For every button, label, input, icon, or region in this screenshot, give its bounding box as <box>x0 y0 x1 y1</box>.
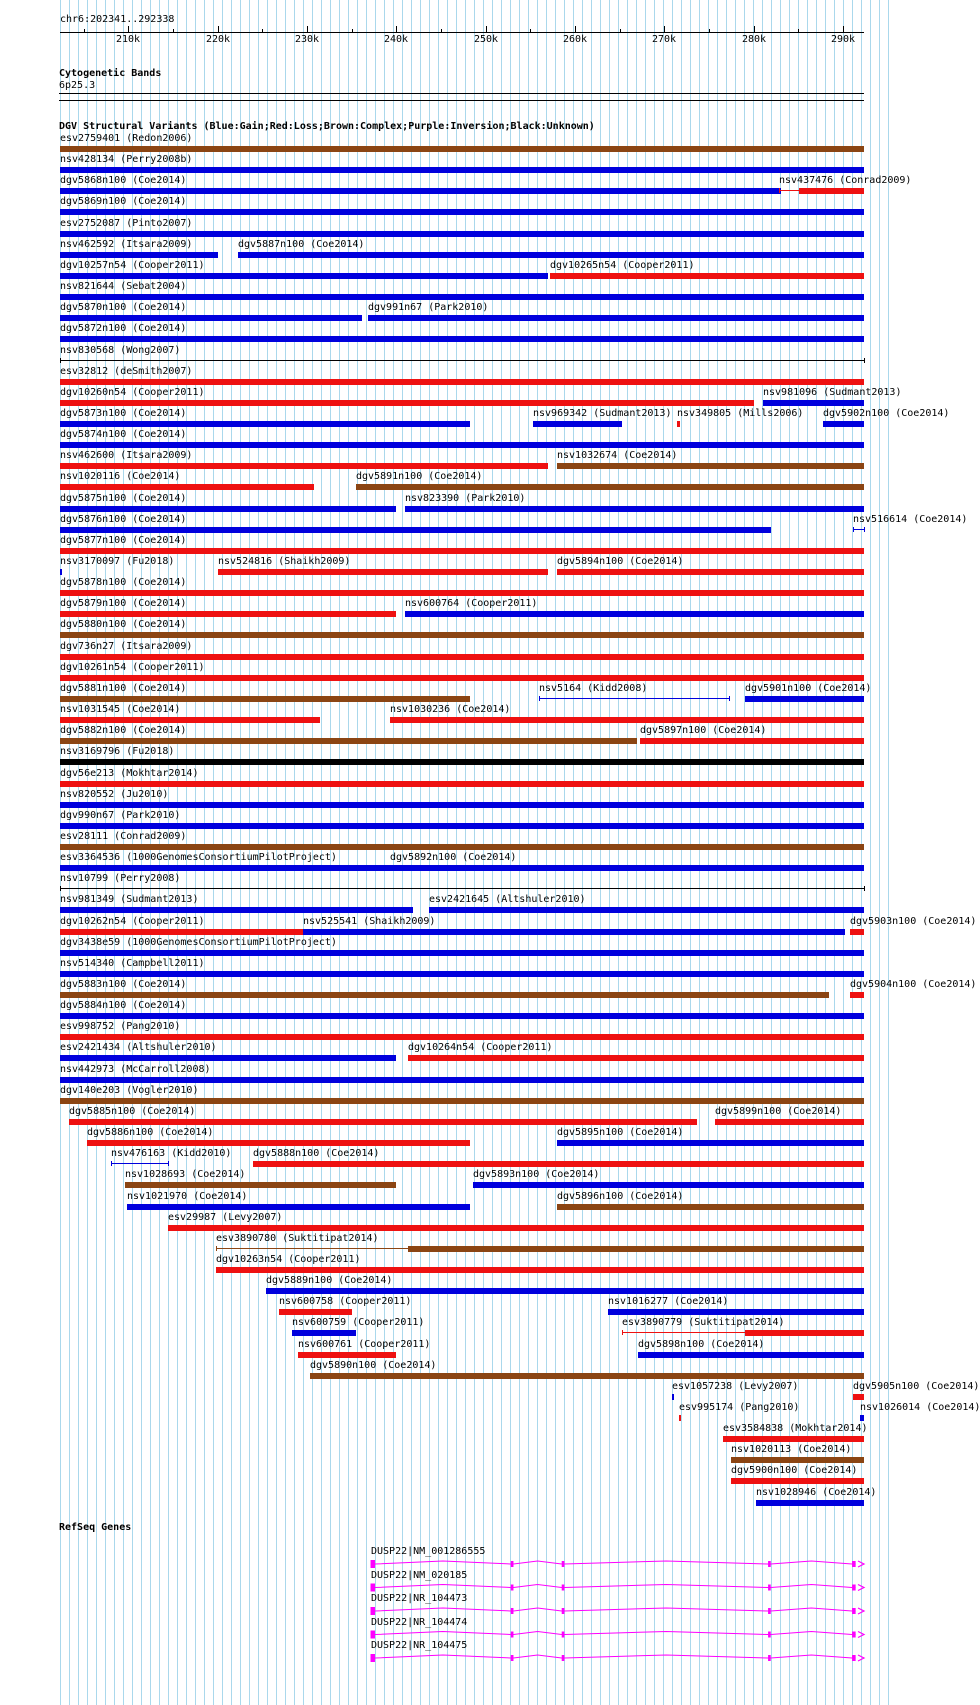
variant-label: dgv5869n100 (Coe2014) <box>60 196 187 207</box>
variant-label: dgv5889n100 (Coe2014) <box>266 1275 393 1286</box>
gene-label: DUSP22|NM_020185 <box>371 1569 468 1581</box>
gene-intron-line <box>371 1585 856 1588</box>
gene-label: DUSP22|NR_104474 <box>371 1616 468 1628</box>
variant-label: esv32812 (deSmith2007) <box>60 366 193 377</box>
variant-label: nsv823390 (Park2010) <box>405 493 526 504</box>
ruler-tick-label: 240k <box>384 34 409 45</box>
variant-label: dgv10262n54 (Cooper2011) <box>60 916 205 927</box>
gene-intron-line <box>371 1655 856 1658</box>
variant-label: esv3584838 (Mokhtar2014) <box>723 1423 868 1434</box>
variant-label: nsv1020113 (Coe2014) <box>731 1444 852 1455</box>
variant-label: dgv991n67 (Park2010) <box>368 302 489 313</box>
variant-label: dgv5886n100 (Coe2014) <box>87 1127 214 1138</box>
gene-exon <box>511 1655 514 1661</box>
variant-label: nsv1030236 (Coe2014) <box>390 704 511 715</box>
variant-label: nsv600758 (Cooper2011) <box>279 1296 412 1307</box>
variant-label: nsv3170097 (Fu2018) <box>60 556 175 567</box>
ruler-tick-label: 250k <box>474 34 499 45</box>
variant-label: dgv990n67 (Park2010) <box>60 810 181 821</box>
ruler-tick-label: 230k <box>295 34 320 45</box>
variant-label: dgv5872n100 (Coe2014) <box>60 323 187 334</box>
variant-label: esv2421645 (Altshuler2010) <box>429 894 586 905</box>
variant-label: nsv1021970 (Coe2014) <box>127 1191 248 1202</box>
gene-exon <box>562 1608 565 1614</box>
gene-exon <box>511 1608 514 1614</box>
variant-label: dgv5900n100 (Coe2014) <box>731 1465 858 1476</box>
variant-label: dgv5899n100 (Coe2014) <box>715 1106 842 1117</box>
variant-label: dgv5883n100 (Coe2014) <box>60 979 187 990</box>
variant-label: dgv5884n100 (Coe2014) <box>60 1000 187 1011</box>
dgv-track-title: DGV Structural Variants (Blue:Gain;Red:Loss;Brown:Complex;Purple:Inversion;Black:Unknown) <box>59 121 595 132</box>
variant-label: dgv5898n100 (Coe2014) <box>638 1339 765 1350</box>
gene-exon <box>768 1585 771 1591</box>
variant-label: esv1057238 (Levy2007) <box>672 1381 799 1392</box>
gene-exon <box>768 1632 771 1638</box>
ruler-tick-label: 280k <box>742 34 767 45</box>
cytoband-label: 6p25.3 <box>59 80 96 91</box>
variant-label: nsv514340 (Campbell2011) <box>60 958 205 969</box>
variant-label: dgv140e203 (Vogler2010) <box>60 1085 199 1096</box>
variant-label: dgv5888n100 (Coe2014) <box>253 1148 380 1159</box>
variant-label: dgv5881n100 (Coe2014) <box>60 683 187 694</box>
variant-label: dgv736n27 (Itsara2009) <box>60 641 193 652</box>
variant-label: esv3890780 (Suktitipat2014) <box>216 1233 379 1244</box>
gene-exon <box>852 1632 856 1638</box>
gene-exon <box>511 1632 514 1638</box>
variant-label: nsv428134 (Perry2008b) <box>60 154 193 165</box>
gene-exon <box>371 1584 375 1592</box>
gene-strand-arrow <box>858 1585 864 1591</box>
refseq-track-title: RefSeq Genes <box>59 1522 132 1533</box>
variant-label: nsv969342 (Sudmant2013) <box>533 408 672 419</box>
variant-label: esv3364536 (1000GenomesConsortiumPilotProject) <box>60 852 337 863</box>
gene-exon <box>371 1654 375 1662</box>
variant-label: nsv5164 (Kidd2008) <box>539 683 648 694</box>
gene-intron-line <box>371 1561 856 1564</box>
gene-exon <box>562 1561 565 1567</box>
variant-label: dgv5873n100 (Coe2014) <box>60 408 187 419</box>
variant-label: dgv5870n100 (Coe2014) <box>60 302 187 313</box>
ruler-tick-label: 260k <box>563 34 588 45</box>
variant-label: nsv349805 (Mills2006) <box>677 408 804 419</box>
variant-label: nsv1016277 (Coe2014) <box>608 1296 729 1307</box>
gene-strand-arrow <box>858 1561 864 1567</box>
variant-label: dgv5887n100 (Coe2014) <box>238 239 365 250</box>
variant-label: dgv5901n100 (Coe2014) <box>745 683 872 694</box>
variant-label: nsv516614 (Coe2014) <box>853 514 968 525</box>
variant-label: esv29987 (Levy2007) <box>168 1212 283 1223</box>
variant-label: dgv5894n100 (Coe2014) <box>557 556 684 567</box>
gene-exon <box>562 1585 565 1591</box>
gene-intron-line <box>371 1608 856 1611</box>
gene-exon <box>768 1655 771 1661</box>
variant-label: dgv10260n54 (Cooper2011) <box>60 387 205 398</box>
variant-label: esv998752 (Pang2010) <box>60 1021 181 1032</box>
gene-exon <box>768 1561 771 1567</box>
variant-label: esv3890779 (Suktitipat2014) <box>622 1317 785 1328</box>
variant-label: dgv5902n100 (Coe2014) <box>823 408 950 419</box>
ruler-tick-label: 210k <box>116 34 141 45</box>
ruler-tick-label: 290k <box>831 34 856 45</box>
gene-exon <box>371 1631 375 1639</box>
variant-label: nsv442973 (McCarroll2008) <box>60 1064 211 1075</box>
variant-label: dgv10261n54 (Cooper2011) <box>60 662 205 673</box>
gene-exon <box>511 1561 514 1567</box>
variant-label: dgv5876n100 (Coe2014) <box>60 514 187 525</box>
gene-exon <box>852 1585 856 1591</box>
variant-label: dgv5903n100 (Coe2014) <box>850 916 977 927</box>
variant-label: nsv1026014 (Coe2014) <box>860 1402 980 1413</box>
variant-label: nsv462592 (Itsara2009) <box>60 239 193 250</box>
variant-label: dgv5868n100 (Coe2014) <box>60 175 187 186</box>
variant-label: dgv10265n54 (Cooper2011) <box>550 260 695 271</box>
gene-strand-arrow <box>858 1608 864 1614</box>
variant-label: esv2421434 (Altshuler2010) <box>60 1042 217 1053</box>
variant-label: dgv5893n100 (Coe2014) <box>473 1169 600 1180</box>
variant-label: nsv1020116 (Coe2014) <box>60 471 181 482</box>
gene-exon <box>562 1632 565 1638</box>
variant-label: nsv1028946 (Coe2014) <box>756 1487 877 1498</box>
variant-label: dgv5904n100 (Coe2014) <box>850 979 977 990</box>
variant-label: dgv5879n100 (Coe2014) <box>60 598 187 609</box>
gene-strand-arrow <box>858 1655 864 1661</box>
variant-label: nsv820552 (Ju2010) <box>60 789 169 800</box>
variant-label: dgv5882n100 (Coe2014) <box>60 725 187 736</box>
variant-label: dgv5885n100 (Coe2014) <box>69 1106 196 1117</box>
variant-label: dgv10257n54 (Cooper2011) <box>60 260 205 271</box>
variant-label: dgv5892n100 (Coe2014) <box>390 852 517 863</box>
gene-exon <box>852 1608 856 1614</box>
variant-label: nsv476163 (Kidd2010) <box>111 1148 232 1159</box>
gene-exon <box>768 1608 771 1614</box>
region-label: chr6:202341..292338 <box>60 14 175 25</box>
variant-label: nsv600761 (Cooper2011) <box>298 1339 431 1350</box>
variant-label: nsv10799 (Perry2008) <box>60 873 181 884</box>
variant-label: dgv5875n100 (Coe2014) <box>60 493 187 504</box>
variant-label: dgv10264n54 (Cooper2011) <box>408 1042 553 1053</box>
variant-label: nsv1031545 (Coe2014) <box>60 704 181 715</box>
gene-exon <box>852 1655 856 1661</box>
variant-label: dgv3438e59 (1000GenomesConsortiumPilotProject) <box>60 937 337 948</box>
variant-label: dgv5874n100 (Coe2014) <box>60 429 187 440</box>
variant-label: nsv600764 (Cooper2011) <box>405 598 538 609</box>
gene-intron-line <box>371 1632 856 1635</box>
variant-label: nsv462600 (Itsara2009) <box>60 450 193 461</box>
variant-label: nsv437476 (Conrad2009) <box>779 175 912 186</box>
gene-label: DUSP22|NR_104473 <box>371 1593 468 1604</box>
variant-label: dgv56e213 (Mokhtar2014) <box>60 768 199 779</box>
variant-label: dgv5896n100 (Coe2014) <box>557 1191 684 1202</box>
variant-label: dgv5897n100 (Coe2014) <box>640 725 767 736</box>
variant-label: dgv5877n100 (Coe2014) <box>60 535 187 546</box>
variant-label: nsv3169796 (Fu2018) <box>60 746 175 757</box>
variant-label: esv995174 (Pang2010) <box>679 1402 800 1413</box>
gene-exon <box>562 1655 565 1661</box>
variant-label: nsv821644 (Sebat2004) <box>60 281 187 292</box>
variant-label: dgv5891n100 (Coe2014) <box>356 471 483 482</box>
variant-label: nsv1032674 (Coe2014) <box>557 450 678 461</box>
variant-label: dgv5878n100 (Coe2014) <box>60 577 187 588</box>
gene-exon <box>852 1561 856 1567</box>
variant-label: nsv524816 (Shaikh2009) <box>218 556 351 567</box>
variant-label: dgv5890n100 (Coe2014) <box>310 1360 437 1371</box>
variant-label: esv2759401 (Redon2006) <box>60 133 193 144</box>
gene-strand-arrow <box>858 1632 864 1638</box>
variant-label: esv28111 (Conrad2009) <box>60 831 187 842</box>
variant-label: esv2752087 (Pinto2007) <box>60 218 193 229</box>
gene-exon <box>371 1560 375 1568</box>
gene-exon <box>371 1607 375 1615</box>
gene-exon <box>511 1585 514 1591</box>
variant-label: dgv5905n100 (Coe2014) <box>853 1381 980 1392</box>
variant-label: nsv981096 (Sudmant2013) <box>763 387 902 398</box>
cytoband-track-title: Cytogenetic Bands <box>59 68 162 79</box>
ruler-tick-label: 220k <box>206 34 231 45</box>
variant-label: nsv1028693 (Coe2014) <box>125 1169 246 1180</box>
variant-label: nsv600759 (Cooper2011) <box>292 1317 425 1328</box>
variant-label: nsv981349 (Sudmant2013) <box>60 894 199 905</box>
variant-label: dgv10263n54 (Cooper2011) <box>216 1254 361 1265</box>
gene-label: DUSP22|NM_001286555 <box>371 1546 486 1557</box>
variant-label: dgv5895n100 (Coe2014) <box>557 1127 684 1138</box>
variant-label: dgv5880n100 (Coe2014) <box>60 619 187 630</box>
variant-label: nsv525541 (Shaikh2009) <box>303 916 436 927</box>
ruler-tick-label: 270k <box>652 34 677 45</box>
gene-label: DUSP22|NR_104475 <box>371 1640 468 1651</box>
variant-label: nsv830568 (Wong2007) <box>60 345 181 356</box>
